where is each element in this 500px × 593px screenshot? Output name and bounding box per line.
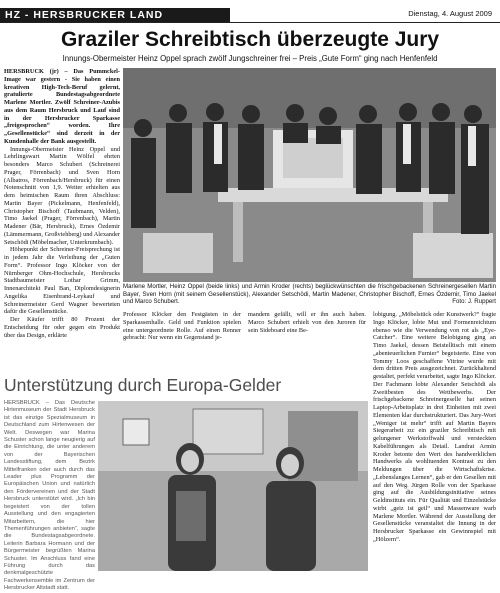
- article1-column4: [373, 311, 496, 569]
- issue-date: Dienstag, 4. August 2009: [408, 9, 492, 18]
- article1-column2: [123, 311, 241, 373]
- group-photo: [123, 68, 496, 282]
- section-banner: [0, 8, 230, 22]
- article1-paragraph: lobigung. „Möbelstück oder Kunstwerk?“ fragte Ingo Klöcker, lobte Mut und Formenreichtum ebenso wie die Verwendung von rot als „Eye-Catcher“. Eine weitere Belobigung ging an Timo Jaekel, dessen Beistelltisch mit einem „abenteuerlichen Furnier“ begeisterte. Eine von Tommy Loos geschaffene Vitrine wurde mit dem dritten Preis ausgezeichnet. Zurückhaltend gestaltet, perfekt verarbeitet, sagte Ingo Klöcker. Der Fachmann lobte Alexander Setschödi als Zweitbesten des Wettbewerbs. Der frischgebackene Schreinergeselle hat seinen Laptop-Arbeitsplatz in drei Einheiten mit zwei Elementen klar durchstrukturiert. Das Jury-Wort „Weniger ist mehr“ trifft auf Martin Bayers Siegerarbeit zu: ein graziler Schreibtisch mit gelungener Werkstoffwahl und versteckten Kabelführungen als Detail. Landrat Armin Kroder betonte den Wert des handwerklichen Handwerks als wohltuenden Kontrast zu den Meldungen über die Wirtschaftskrise. „Lebenslanges Lernen“, gab er den Gesellen mit auf den Weg. Jürgen Rolle von der Sparkasse ging auf die Ausbildungsinitiative seines Geldinstituts ein. Für Qualität und Einzelstücke wirbt „geiz ist geil“ und Massenware warb Marlene Mortler. Während der Ausstellung der Gesellenstücke veranstaltet die Innung in der Hersbrucker Sparkasse ein Gewinnspiel mit „Hölzern“.: [373, 311, 496, 543]
- article1-column1: [4, 68, 120, 373]
- section-title: HZ - HERSBRUCKER LAND: [5, 9, 164, 21]
- photo-credit: Foto: J. Ruppert: [452, 298, 496, 306]
- museum-photo: [98, 401, 368, 571]
- article2-paragraph: HERSBRUCK – Das Deutsche Hirtenmuseum der Stadt Hersbruck ist das einzige Spezialmuseum in Deutschland zum Hirtenwesen der Welt. Deswegen war Marina Schuster schon lange neugierig auf die Einrichtung, die unter anderem von der Bayerischen Landesstiftung, dem Bezirk Mittelfranken oder auch durch das Leader plus Programm der Europäischen Union und natürlich den Fördervereinen und der Stadt Hersbruck unterstützt wird. „Ich bin begeistert von der tollen Ausstellung und den engagierten Mitarbeitern, die hier Themenführungen anbieten“, sagte die Bundestagsabgeordnete. Leiterin Barbara Hormann und der Bürgermeister begrüßten Marina Schuster. Im Anschluss fand eine Führung durch das denkmalgeschützte Fachwerkensemble im Zentrum der Hersbrucker Altstadt statt.: [4, 400, 95, 592]
- article1-paragraph: Höhepunkt der Schreiner-Freisprechung ist in jedem Jahr die Verleihung der „Guten Form“. Professor Ingo Klöcker von der Nürnberger Ohm-Hochschule, Hersbrucks Stadtbaumeister Lothar Grimm, Innenarchitekt Paul Ban, Diplomdesignerin Angelika Eisenbrand-Leykauf und Schreinermeister Gerd Wagner bewerteten dafür die Gesellenstücke.: [4, 246, 120, 316]
- article2-body: [4, 400, 95, 592]
- article2-headline: Unterstützung durch Europa-Gelder: [4, 375, 282, 395]
- header-rule: [0, 22, 500, 23]
- group-photo-illustration: [123, 68, 496, 282]
- article1-subhead: Innungs-Obermeister Heinz Oppel sprach zwölf Jungschreiner frei – Preis „Gute Form“ ging nach Henfenfeld: [62, 54, 438, 63]
- article1-paragraph: Innungs-Obermeister Heinz Oppel und Lehrlingswart Martin Wölfel ehrten besonders Marco Schubert (Schreinerei Prager, Förrenbach) und Sven Horn (Albatros, Förrenbach/Hersbruck) für einen Notenschnitt von 1,9. Weiter erhielten aus dem heimischen Raum ihren Abschluss: Martin Bayer (Pickelmann, Henfenfeld), Christopher Bischoff (Taubmann, Velden), Timo Jaekel (Prager, Förrenbach), Martin Madener (Bär, Hersbruck), Ernes Özdemir (Lämmermann, Großviehberg) und Alexander Setschödi (Möbelmacher, Unterkrumbach).: [4, 145, 120, 246]
- article1-paragraph: Professor Klöcker den Festgästen in der Sparkassenhalle. Geld und Funktion spielen eine untergeordnete Rolle. Auf einen Renner gebracht: Nur wenn ein Gegenstand je-: [123, 311, 241, 342]
- article1-lead: HERSBRUCK (jr) – Das Pummckel-Image war gestern - Sie haben einen kreativen High-Tech-Beruf gelernt, gratulierte Bundestagsabgeordnete Marlene Mortler. Zwölf Schreiner-Azubis aus dem Raum Hersbruck und Lauf sind in der Hersbrucker Sparkasse „freigesprochen“ worden. Ihre „Gesellenstücke“ sind derzeit in der Kundenhalle der Bank ausgestellt.: [4, 68, 120, 145]
- caption-text: Marlene Mortler, Heinz Oppel (beide links) und Armin Kroder (rechts) beglückwünschten die frischgebackenen Schreinergesellen Martin Bayer, Sven Horn (mit seinem Gesellenstück), Alexander Setschödi, Martin Madener, Christopher Bischoff, Ernes Özdemir, Timo Jaekel und Marco Schubert.: [123, 283, 496, 306]
- article1-paragraph: mandem gefällt, will er ihn auch haben. Marco Schubert erhielt von den Juroren für sein Sideboard eine Be-: [248, 311, 366, 334]
- article1-headline: Graziler Schreibtisch überzeugte Jury: [60, 28, 440, 51]
- photo-caption: [123, 283, 496, 306]
- article1-paragraph: Der Käufer trifft 80 Prozent der Entscheidung für oder gegen ein Produkt über das Design, erklärte: [4, 316, 120, 339]
- museum-photo-illustration: [98, 401, 368, 571]
- article1-column3: [248, 311, 366, 373]
